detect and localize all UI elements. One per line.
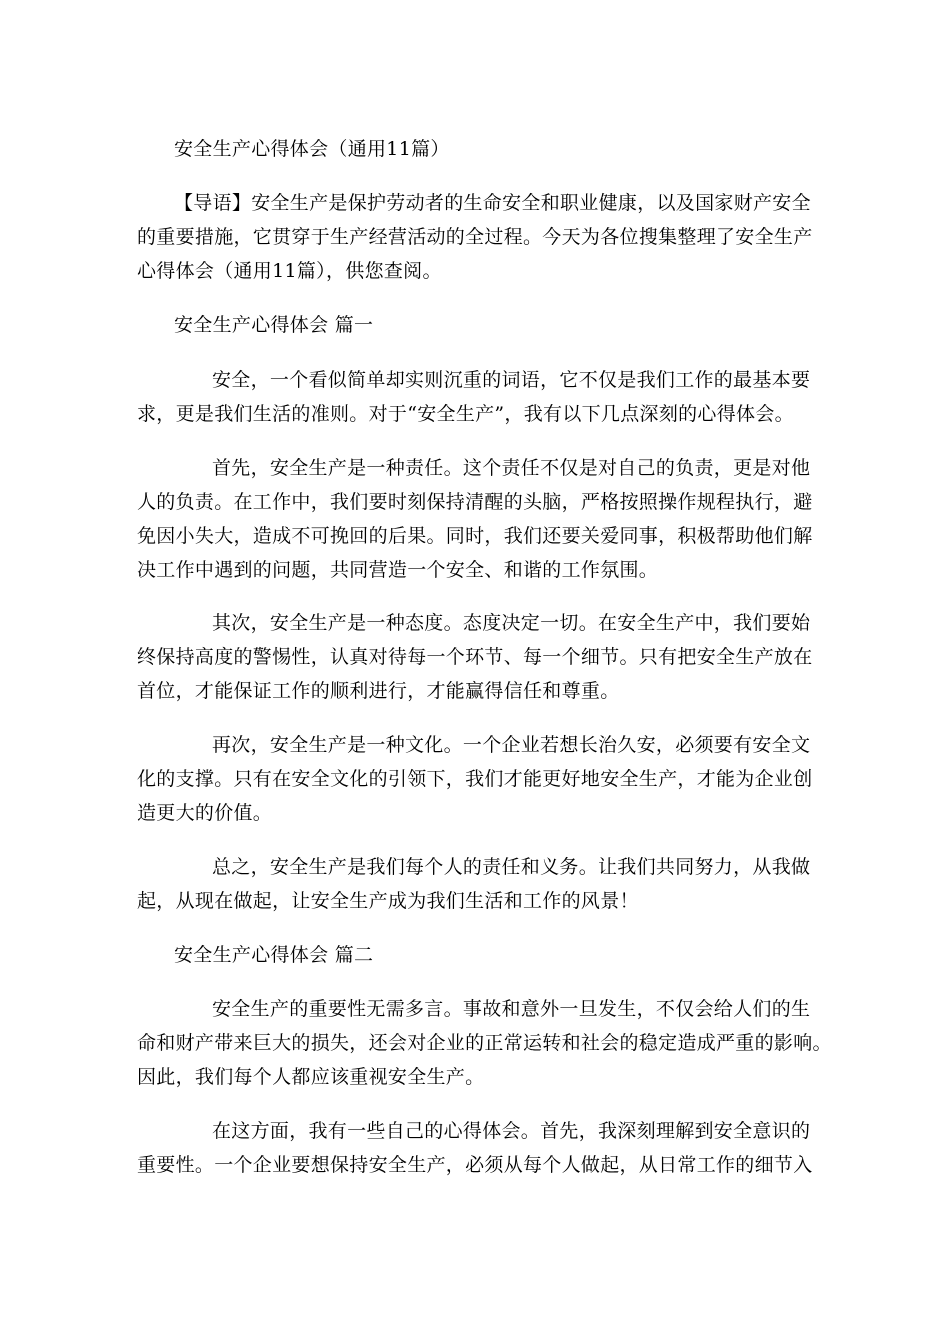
paragraph-line: 重要性。一个企业要想保持安全生产，必须从每个人做起，从日常工作的细节入 [137,1154,813,1176]
intro-line: 心得体会（通用11篇），供您查阅。 [137,260,442,282]
intro-line: 的重要措施，它贯穿于生产经营活动的全过程。今天为各位搜集整理了安全生产 [137,226,813,248]
paragraph-line: 因此，我们每个人都应该重视安全生产。 [137,1066,485,1088]
paragraph-line: 首位，才能保证工作的顺利进行，才能赢得信任和尊重。 [137,680,620,702]
paragraph-line: 求，更是我们生活的准则。对于“安全生产”，我有以下几点深刻的心得体会。 [137,403,794,425]
paragraph-line: 其次，安全生产是一种态度。态度决定一切。在安全生产中，我们要始 [212,612,811,634]
section-heading: 安全生产心得体会 篇二 [174,944,374,966]
paragraph-line: 免因小失大，造成不可挽回的后果。同时，我们还要关爱同事，积极帮助他们解 [137,525,813,547]
paragraph-line: 人的负责。在工作中，我们要时刻保持清醒的头脑，严格按照操作规程执行，避 [137,491,813,513]
paragraph-line: 终保持高度的警惕性，认真对待每一个环节、每一个细节。只有把安全生产放在 [137,646,813,668]
intro-line: 【导语】安全生产是保护劳动者的生命安全和职业健康，以及国家财产安全 [174,192,811,214]
paragraph-line: 起，从现在做起，让安全生产成为我们生活和工作的风景！ [137,890,639,912]
paragraph-line: 命和财产带来巨大的损失，还会对企业的正常运转和社会的稳定造成严重的影响。 [137,1032,832,1054]
paragraph-line: 在这方面，我有一些自己的心得体会。首先，我深刻理解到安全意识的 [212,1120,811,1142]
paragraph-line: 首先，安全生产是一种责任。这个责任不仅是对自己的负责，更是对他 [212,457,811,479]
paragraph-line: 造更大的价值。 [137,802,273,824]
paragraph-line: 安全，一个看似简单却实则沉重的词语，它不仅是我们工作的最基本要 [212,369,811,391]
paragraph-line: 化的支撑。只有在安全文化的引领下，我们才能更好地安全生产，才能为企业创 [137,768,813,790]
paragraph-line: 决工作中遇到的问题，共同营造一个安全、和谐的工作氛围。 [137,559,659,581]
document-title: 安全生产心得体会（通用11篇） [174,138,450,160]
paragraph-line: 再次，安全生产是一种文化。一个企业若想长治久安，必须要有安全文 [212,734,811,756]
paragraph-line: 总之，安全生产是我们每个人的责任和义务。让我们共同努力，从我做 [212,856,811,878]
paragraph-line: 安全生产的重要性无需多言。事故和意外一旦发生，不仅会给人们的生 [212,998,811,1020]
section-heading: 安全生产心得体会 篇一 [174,314,374,336]
